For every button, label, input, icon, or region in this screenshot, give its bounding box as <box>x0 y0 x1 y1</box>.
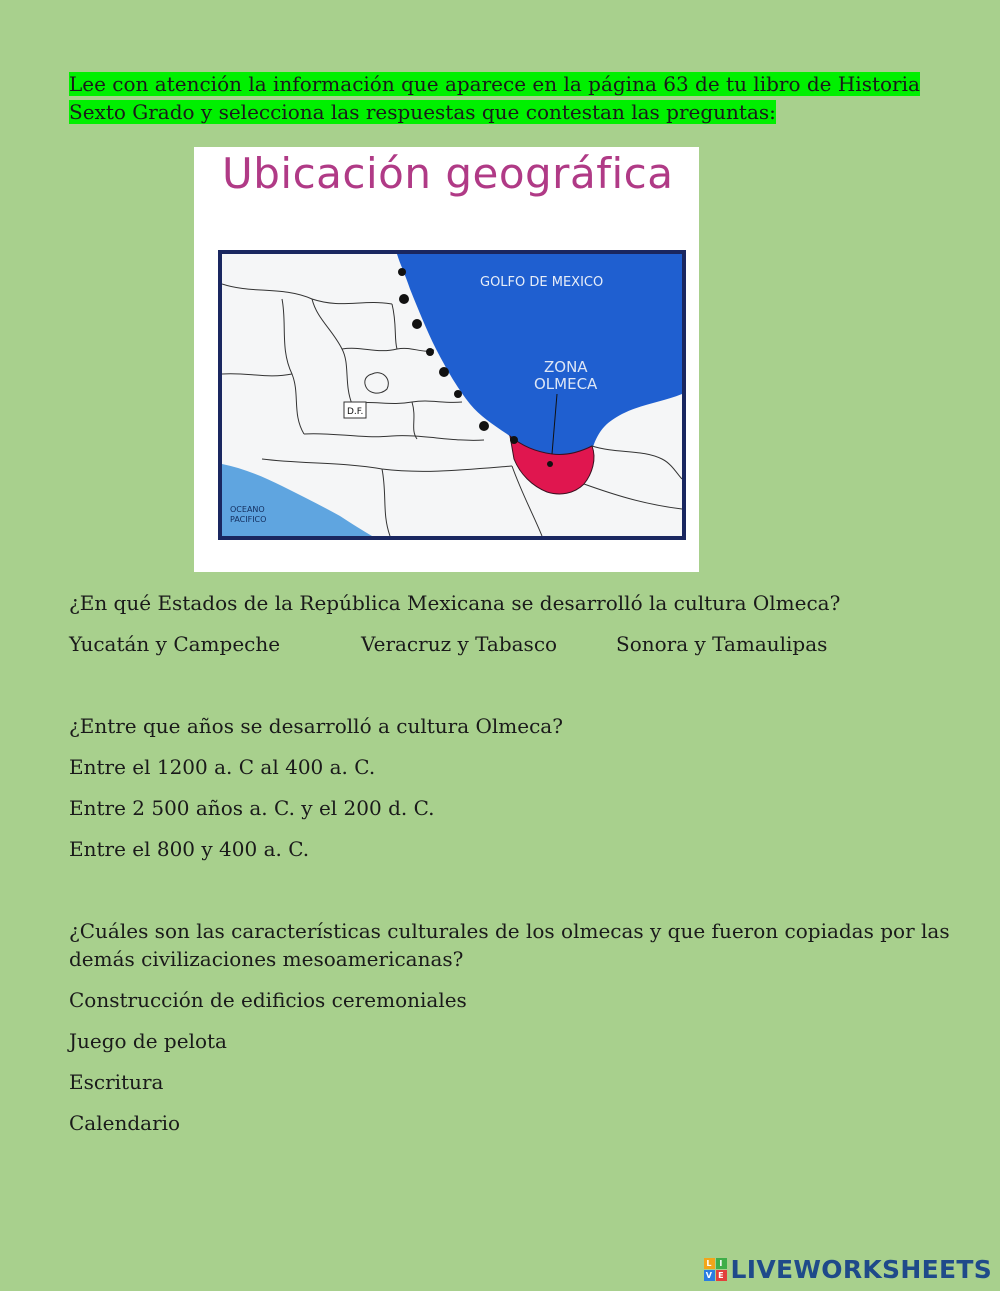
logo-text: LIVEWORKSHEETS <box>730 1255 992 1284</box>
logo-cell: I <box>716 1258 727 1269</box>
map-title: Ubicación geográfica <box>222 149 674 198</box>
instructions-line-1: Lee con atención la información que aparece en la página 63 de tu libro de Historia <box>69 72 920 96</box>
q3-option-3[interactable]: Escritura <box>69 1070 164 1094</box>
logo-cell: E <box>716 1270 727 1281</box>
olmec-zone-map <box>222 254 682 536</box>
logo-cell: L <box>704 1258 715 1269</box>
question-3-line-1: ¿Cuáles son las características culturales de los olmecas y que fueron copiadas por las <box>69 919 950 943</box>
q1-option-1[interactable]: Yucatán y Campeche <box>69 632 281 656</box>
zone-label-line-1: ZONA <box>544 358 588 376</box>
logo-cell: V <box>704 1270 715 1281</box>
zone-label-line-2: OLMECA <box>534 375 598 393</box>
map-frame <box>218 250 686 540</box>
q3-option-1[interactable]: Construcción de edificios ceremoniales <box>69 988 467 1012</box>
instructions-line-2: Sexto Grado y selecciona las respuestas que contestan las preguntas: <box>69 100 776 124</box>
gulf-label: GOLFO DE MEXICO <box>480 275 604 290</box>
map-image <box>194 147 699 572</box>
q1-option-2[interactable]: Veracruz y Tabasco <box>361 632 558 656</box>
q3-option-4[interactable]: Calendario <box>69 1111 181 1135</box>
q1-option-3[interactable]: Sonora y Tamaulipas <box>616 632 828 656</box>
liveworksheets-icon <box>704 1258 727 1281</box>
q2-option-2[interactable]: Entre 2 500 años a. C. y el 200 d. C. <box>69 796 435 820</box>
df-label: D.F. <box>347 407 364 417</box>
question-3 <box>69 917 950 973</box>
pacific-label-line-1: OCEANO <box>230 505 265 514</box>
liveworksheets-logo <box>704 1255 992 1284</box>
q2-option-1[interactable]: Entre el 1200 a. C al 400 a. C. <box>69 755 376 779</box>
question-1: ¿En qué Estados de la República Mexicana se desarrolló la cultura Olmeca? <box>69 591 841 615</box>
pacific-label-line-2: PACIFICO <box>230 515 267 524</box>
question-3-line-2: demás civilizaciones mesoamericanas? <box>69 947 464 971</box>
q2-option-3[interactable]: Entre el 800 y 400 a. C. <box>69 837 310 861</box>
question-2: ¿Entre que años se desarrolló a cultura Olmeca? <box>69 714 563 738</box>
q3-option-2[interactable]: Juego de pelota <box>69 1029 227 1053</box>
instructions <box>69 70 929 126</box>
